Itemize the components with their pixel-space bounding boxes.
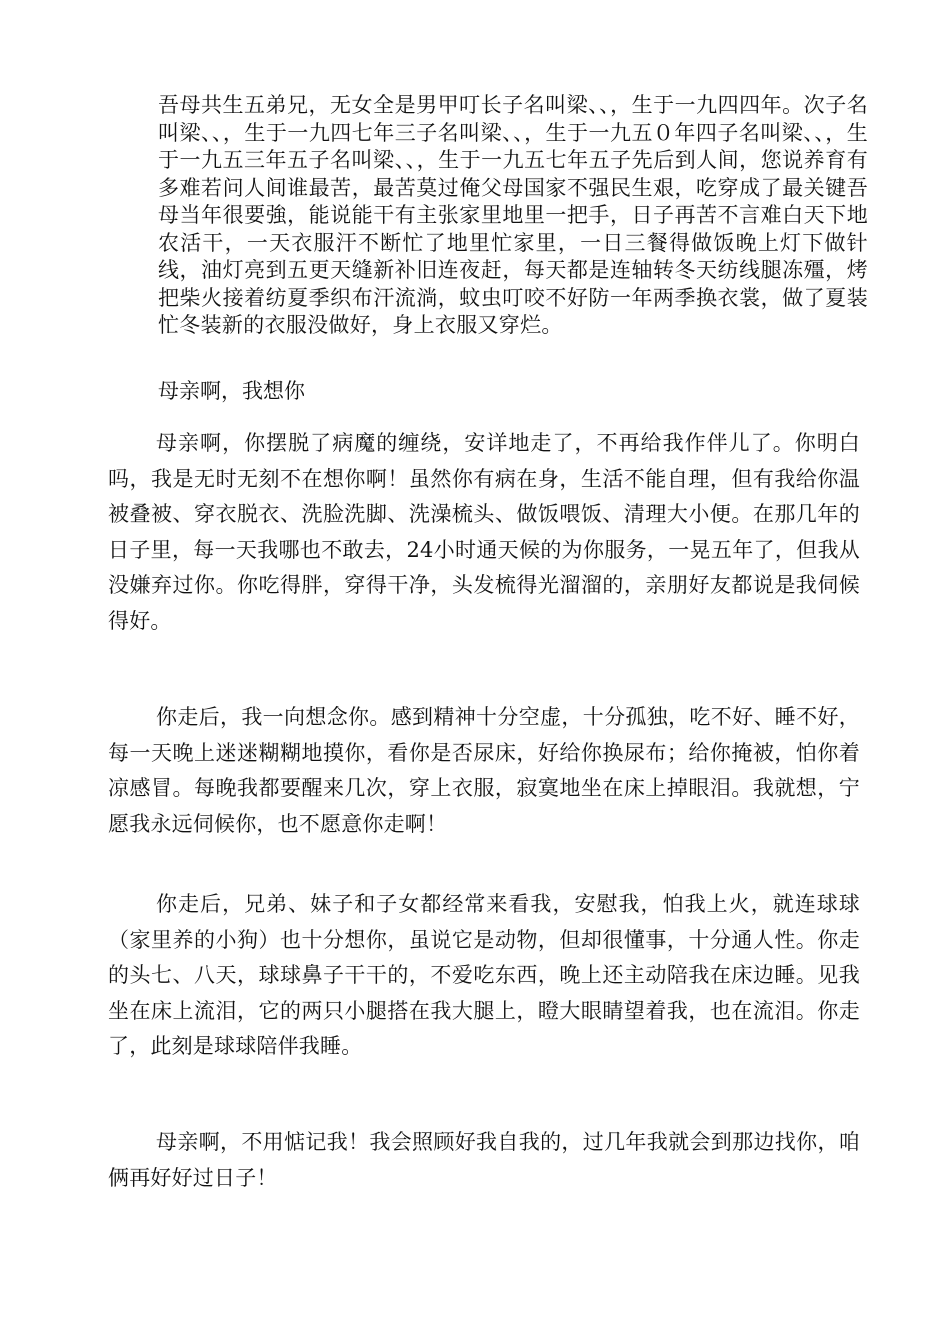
intro-poem-paragraph: 吾母共生五弟兄，无女全是男甲叮长子名叫梁、、，生于一九四四年。次子名叫梁、、，生于一九四七年三子名叫梁、、，生于一九五０年四子名叫梁、、，生于一九五三年五子名叫梁、、，生于一九五七年五子先后到人间，您说养育有多难若问人间谁最苦，最苦莫过俺父母国家不强民生艰，吃穿成了最关键吾母当年很要強，能说能干有主张家里地里一把手，日子再苦不言难白天下地农活干，一天衣服汗不断忙了地里忙家里，一日三餐得做饭晚上灯下做针线，油灯亮到五更天缝新补旧连夜赶，每天都是连轴转冬天纺线腿冻殭，烤把柴火接着纺夏季织布汗流淌，蚊虫叮咬不好防一年两季换衣裳，做了夏装忙冬装新的衣服没做好，身上衣服又穿烂。 [158,93,868,337]
body-paragraph-4: 母亲啊，不用惦记我！我会照顾好我自我的，过几年我就会到那边找你，咱俩再好好过日子！ [108,1130,860,1190]
body-paragraph-3: 你走后，兄弟、妹子和子女都经常来看我，安慰我，怕我上火，就连球球（家里养的小狗）也十分想你，虽说它是动物，但却很懂事，十分通人性。你走的头七、八天，球球鼻子干干的，不爱吃东西，晚上还主动陪我在床边睡。见我坐在床上流泪，它的两只小腿搭在我大腿上，瞪大眼睛望着我，也在流泪。你走了，此刻是球球陪伴我睡。 [108,892,860,1058]
body-paragraph-2: 你走后，我一向想念你。感到精神十分空虚，十分孤独，吃不好、睡不好，每一天晚上迷迷糊糊地摸你，看你是否尿床，好给你换尿布；给你掩被，怕你着凉感冒。每晚我都要醒来几次，穿上衣服，寂寞地坐在床上掉眼泪。我就想，宁愿我永远伺候你，也不愿意你走啊！ [108,705,860,836]
body-paragraph-1: 母亲啊，你摆脱了病魔的缠绕，安详地走了，不再给我作伴儿了。你明白吗，我是无时无刻不在想你啊！虽然你有病在身，生活不能自理，但有我给你温被叠被、穿衣脱衣、洗脸洗脚、洗澡梳头、做饭喂饭、清理大小便。在那几年的日子里，每一天我哪也不敢去，24小时通天候的为你服务，一晃五年了，但我从没嫌弃过你。你吃得胖，穿得干净，头发梳得光溜溜的，亲朋好友都说是我伺候得好。 [108,431,860,633]
section-heading: 母亲啊，我想你 [158,379,305,403]
